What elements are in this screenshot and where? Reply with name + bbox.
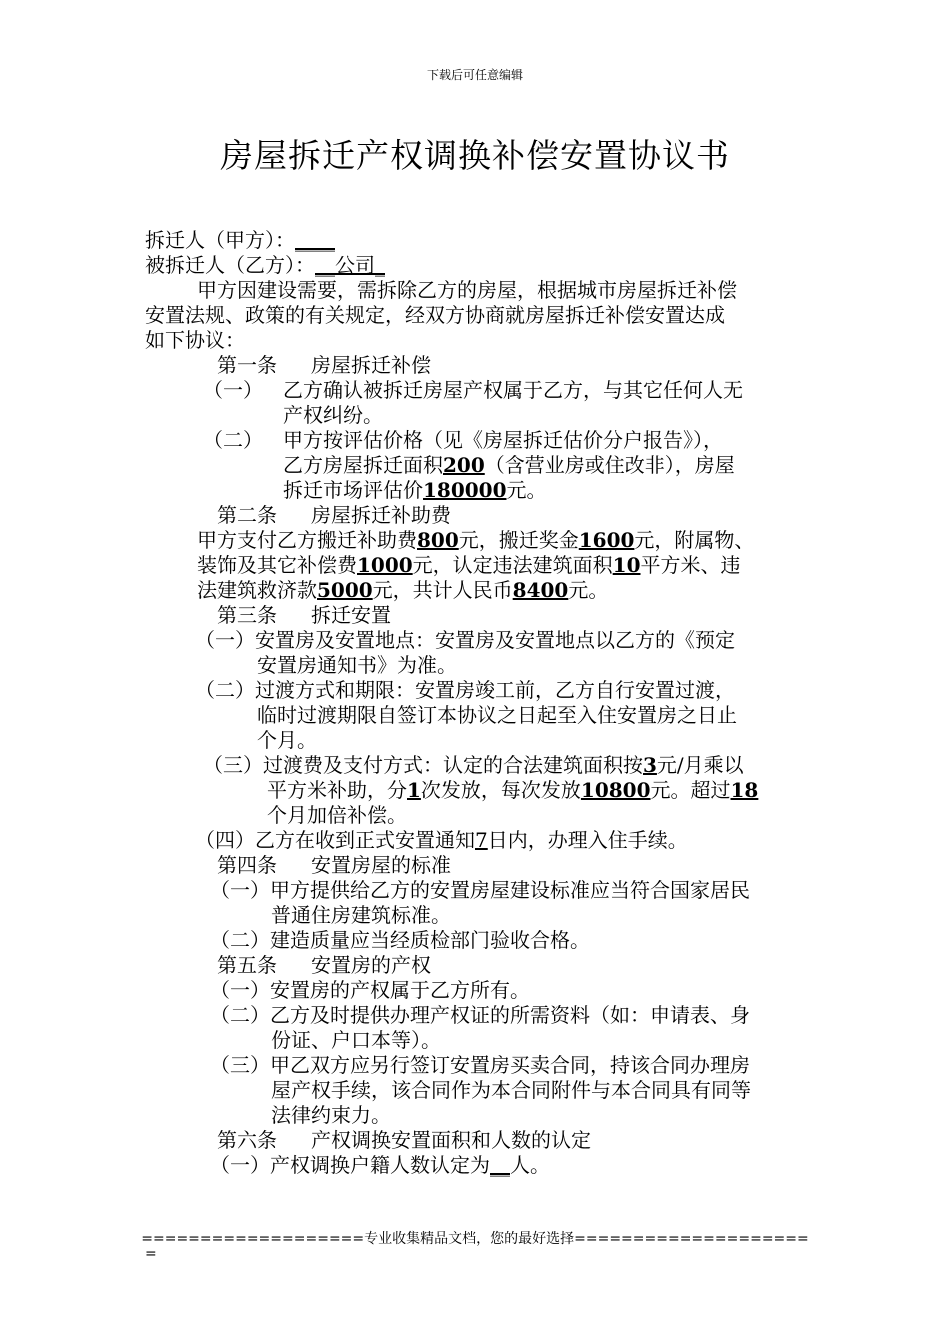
total-amount: 8400	[512, 578, 569, 602]
footer: ===================专业收集精品文档，您的最好选择====================	[141, 1231, 809, 1247]
party-a-line	[145, 228, 335, 253]
article-5-heading	[217, 953, 431, 978]
article-5-item-1: （一）安置房的产权属于乙方所有。	[210, 978, 530, 1002]
article-2-line-3	[197, 578, 608, 603]
article-1-item-1-line-1: 乙方确认被拆迁房屋产权属于乙方，与其它任何人无	[283, 378, 743, 402]
article-1-item-2-mark: （二）	[203, 428, 263, 452]
intro-line-3: 如下协议：	[145, 328, 245, 352]
text: 法建筑救济款	[197, 578, 317, 602]
article-5-item-3-line-2: 屋产权手续，该合同作为本合同附件与本合同具有同等	[271, 1078, 751, 1102]
article-5-item-3-line-3: 法律约束力。	[271, 1103, 391, 1127]
article-5-title: 安置房的产权	[311, 953, 431, 977]
intro-line-2: 安置法规、政策的有关规定，经双方协商就房屋拆迁补偿安置达成	[145, 303, 725, 327]
text: 甲方支付乙方搬迁补助费	[197, 528, 417, 552]
article-3-item-2-line-3: 个月。	[257, 728, 317, 752]
move-in-days: 7	[475, 828, 488, 852]
article-1-number: 第一条	[217, 353, 277, 377]
article-3-item-1-line-2: 安置房通知书》为准。	[257, 653, 457, 677]
article-3-item-3-line-2	[267, 778, 758, 803]
article-3-heading	[217, 603, 391, 628]
article-1-item-1-mark: （一）	[203, 378, 263, 402]
article-2-title: 房屋拆迁补助费	[311, 503, 451, 527]
article-1-item-2-line-2	[283, 453, 735, 478]
payment-times: 1	[407, 778, 421, 802]
text: 平方米、违	[640, 553, 741, 577]
party-b-value: __公司_	[315, 253, 385, 277]
article-5-item-2-line-1: （二）乙方及时提供办理产权证的所需资料（如：申请表、身	[210, 1003, 750, 1027]
article-3-number: 第三条	[217, 603, 277, 627]
article-1-item-1-line-2: 产权纠纷。	[283, 403, 383, 427]
relief-payment: 5000	[317, 578, 373, 602]
demolition-area: 200	[443, 453, 485, 477]
text: 次发放，每次发放	[420, 778, 581, 802]
illegal-building-area: 10	[612, 553, 641, 577]
article-4-item-1-line-1: （一）甲方提供给乙方的安置房屋建设标准应当符合国家居民	[210, 878, 750, 902]
article-1-item-2-line-3	[283, 478, 547, 503]
article-1-heading	[217, 353, 431, 378]
article-3-item-2-line-1: （二）过渡方式和期限：安置房竣工前，乙方自行安置过渡，	[195, 678, 735, 702]
article-4-item-1-line-2: 普通住房建筑标准。	[271, 903, 451, 927]
payment-amount: 10800	[580, 778, 651, 802]
text: （含营业房或住改非），房屋	[484, 453, 735, 477]
article-1-title: 房屋拆迁补偿	[311, 353, 431, 377]
text: （四）乙方在收到正式安置通知	[195, 828, 475, 852]
party-a-label: 拆迁人（甲方）：	[145, 228, 295, 252]
article-4-item-2: （二）建造质量应当经质检部门验收合格。	[210, 928, 590, 952]
household-count-blank: __	[490, 1153, 510, 1177]
intro-line-1: 甲方因建设需要，需拆除乙方的房屋，根据城市房屋拆迁补偿	[197, 278, 737, 302]
text: 平方米补助，分	[267, 778, 407, 802]
article-3-title: 拆迁安置	[311, 603, 391, 627]
article-5-item-3-line-1: （三）甲乙双方应另行签订安置房买卖合同，持该合同办理房	[210, 1053, 750, 1077]
party-b-line	[145, 253, 385, 278]
document-title: 房屋拆迁产权调换补偿安置协议书	[220, 136, 730, 175]
header-note: 下载后可任意编辑	[426, 68, 523, 82]
text: 乙方房屋拆迁面积	[283, 453, 443, 477]
article-2-line-1	[197, 528, 754, 553]
article-5-number: 第五条	[217, 953, 277, 977]
party-a-value: ____	[295, 228, 335, 252]
article-6-title: 产权调换安置面积和人数的认定	[311, 1128, 591, 1152]
article-2-number: 第二条	[217, 503, 277, 527]
text: 元，附属物、	[634, 528, 755, 552]
moving-bonus: 1600	[578, 528, 635, 552]
text: 拆迁市场评估价	[283, 478, 423, 502]
article-4-heading	[217, 853, 451, 878]
article-3-item-2-line-2: 临时过渡期限自签订本协议之日起至入住安置房之日止	[257, 703, 737, 727]
moving-subsidy: 800	[417, 528, 459, 552]
article-3-item-3-line-3: 个月加倍补偿。	[267, 803, 407, 827]
article-6-number: 第六条	[217, 1128, 277, 1152]
text: 日内，办理入住手续。	[487, 828, 688, 852]
article-2-heading	[217, 503, 451, 528]
party-b-label: 被拆迁人（乙方）：	[145, 253, 315, 277]
article-5-item-2-line-2: 份证、户口本等）。	[271, 1028, 441, 1052]
text: 元。	[506, 478, 547, 502]
text: 元，搬迁奖金	[458, 528, 579, 552]
article-3-item-4	[195, 828, 688, 853]
text: 元。	[568, 578, 609, 602]
transition-rate: 3	[643, 753, 657, 777]
article-3-item-1-line-1: （一）安置房及安置地点：安置房及安置地点以乙方的《预定	[195, 628, 735, 652]
market-price: 180000	[423, 478, 507, 502]
text: 元，共计人民币	[372, 578, 513, 602]
article-4-title: 安置房屋的标准	[311, 853, 451, 877]
article-4-number: 第四条	[217, 853, 277, 877]
article-6-heading	[217, 1128, 591, 1153]
month-limit: 18	[730, 778, 759, 802]
article-2-line-2	[197, 553, 741, 578]
footer-tail: =	[145, 1246, 157, 1262]
text: 装饰及其它补偿费	[197, 553, 357, 577]
text: 人。	[510, 1153, 550, 1177]
article-1-item-2-line-1: 甲方按评估价格（见《房屋拆迁估价分户报告》），	[283, 428, 723, 452]
text: 元/月乘以	[656, 753, 744, 777]
text: （三）过渡费及支付方式：认定的合法建筑面积按	[203, 753, 643, 777]
article-6-item-1	[210, 1153, 550, 1178]
text: 元。超过	[650, 778, 731, 802]
text: （一）产权调换户籍人数认定为	[210, 1153, 490, 1177]
text: 元，认定违法建筑面积	[412, 553, 613, 577]
decoration-compensation: 1000	[357, 553, 413, 577]
article-3-item-3-line-1	[203, 753, 744, 778]
